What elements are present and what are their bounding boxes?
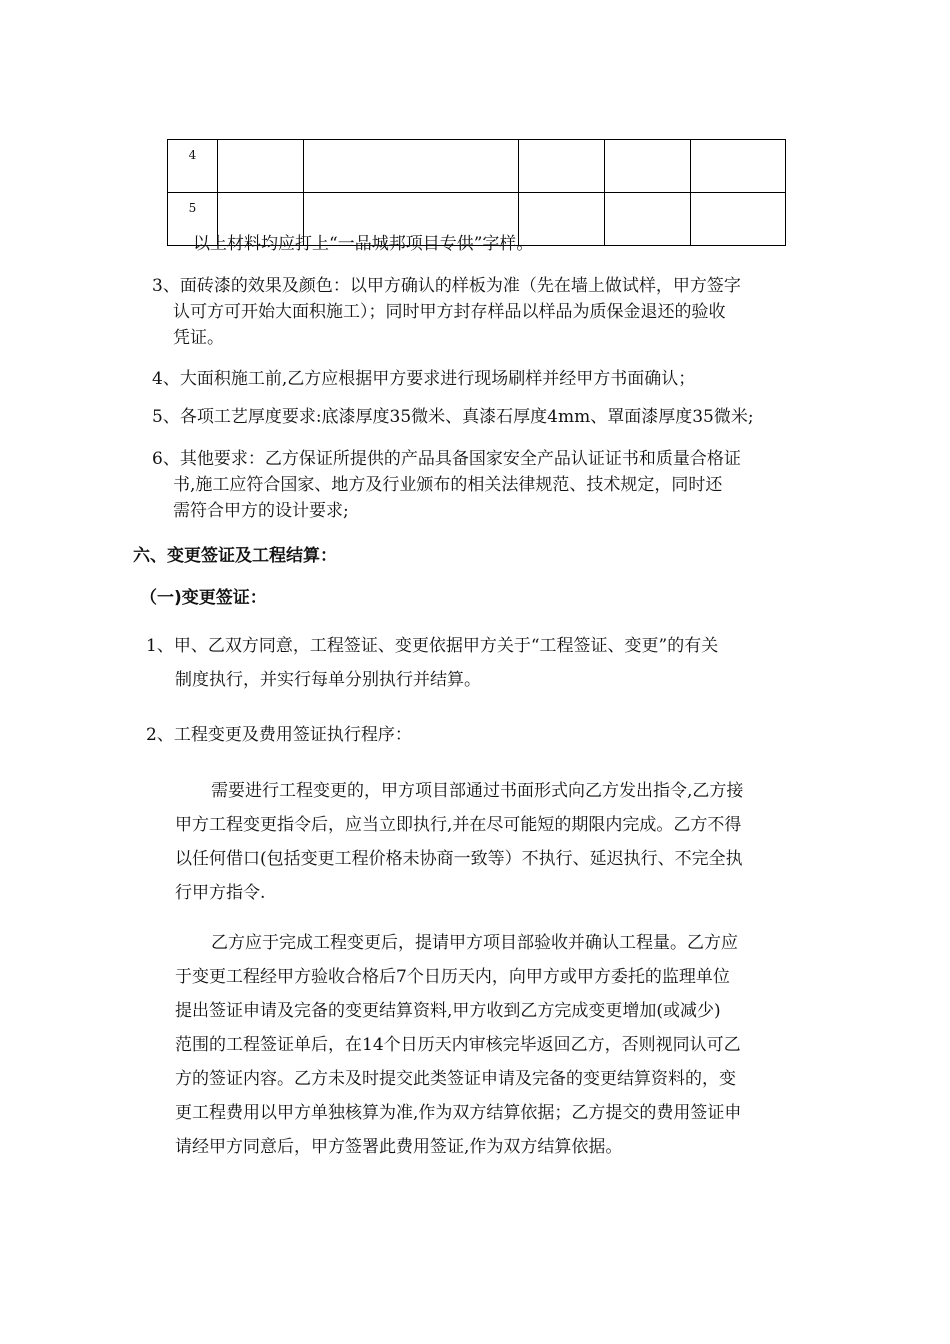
materials-note: 以上材料均应打上“一品城邦项目专供”字样。 — [193, 234, 534, 254]
text-line: 方的签证内容。乙方未及时提交此类签证申请及完备的变更结算资料的，变 — [175, 1069, 736, 1089]
text-line: 6、其他要求：乙方保证所提供的产品具备国家安全产品认证证书和质量合格证 — [152, 449, 741, 469]
table-row — [168, 140, 786, 193]
text-line: 乙方应于完成工程变更后，提请甲方项目部验收并确认工程量。乙方应 — [211, 933, 738, 953]
table-cell — [605, 140, 691, 193]
text-line: 更工程费用以甲方单独核算为准,作为双方结算依据；乙方提交的费用签证申 — [175, 1103, 742, 1123]
text-line: 于变更工程经甲方验收合格后7个日历天内，向甲方或甲方委托的监理单位 — [175, 967, 730, 987]
text-line: 请经甲方同意后，甲方签署此费用签证,作为双方结算依据。 — [175, 1137, 623, 1157]
table-cell — [519, 140, 605, 193]
paragraph-change-instruction — [175, 774, 743, 910]
text-line: 需符合甲方的设计要求; — [173, 501, 349, 521]
text-line: 甲方工程变更指令后，应当立即执行,并在尽可能短的期限内完成。乙方不得 — [175, 815, 742, 835]
text-line: 1、甲、乙双方同意，工程签证、变更依据甲方关于“工程签证、变更”的有关 — [146, 636, 719, 656]
subsection-heading: （一)变更签证： — [140, 588, 267, 608]
table-cell — [691, 140, 786, 193]
row-number-cell: 4 — [168, 140, 218, 193]
text-line: 凭证。 — [173, 328, 224, 348]
clause-2: 2、工程变更及费用签证执行程序： — [146, 725, 412, 745]
text-line: 范围的工程签证单后，在14个日历天内审核完毕返回乙方，否则视同认可乙 — [175, 1035, 741, 1055]
text-line: 需要进行工程变更的，甲方项目部通过书面形式向乙方发出指令,乙方接 — [211, 781, 744, 801]
materials-table — [167, 139, 786, 246]
text-line: 行甲方指令. — [175, 883, 266, 903]
text-line: 认可方可开始大面积施工）；同时甲方封存样品以样品为质保金退还的验收 — [173, 302, 726, 322]
clause-1 — [146, 629, 718, 697]
text-line: 提出签证申请及完备的变更结算资料,甲方收到乙方完成变更增加(或减少) — [175, 1001, 721, 1021]
item-4: 4、大面积施工前,乙方应根据甲方要求进行现场刷样并经甲方书面确认； — [152, 369, 696, 389]
table-cell — [218, 140, 304, 193]
text-line: 书,施工应符合国家、地方及行业颁布的相关法律规范、技术规定，同时还 — [173, 475, 723, 495]
text-line: 制度执行，并实行每单分别执行并结算。 — [175, 670, 481, 690]
text-line: 以任何借口(包括变更工程价格未协商一致等）不执行、延迟执行、不完全执 — [175, 849, 743, 869]
item-3 — [152, 273, 741, 351]
item-6 — [152, 446, 741, 524]
section-heading: 六、变更签证及工程结算： — [133, 546, 337, 566]
text-line: 3、面砖漆的效果及颜色：以甲方确认的样板为准（先在墙上做试样，甲方签字 — [152, 276, 741, 296]
table-cell — [304, 140, 519, 193]
table-cell — [605, 193, 691, 246]
table-cell — [691, 193, 786, 246]
paragraph-change-settlement — [175, 926, 741, 1164]
row-number-cell: 5 — [168, 193, 218, 246]
item-5: 5、各项工艺厚度要求:底漆厚度35微米、真漆石厚度4mm、罩面漆厚度35微米; — [152, 407, 754, 427]
